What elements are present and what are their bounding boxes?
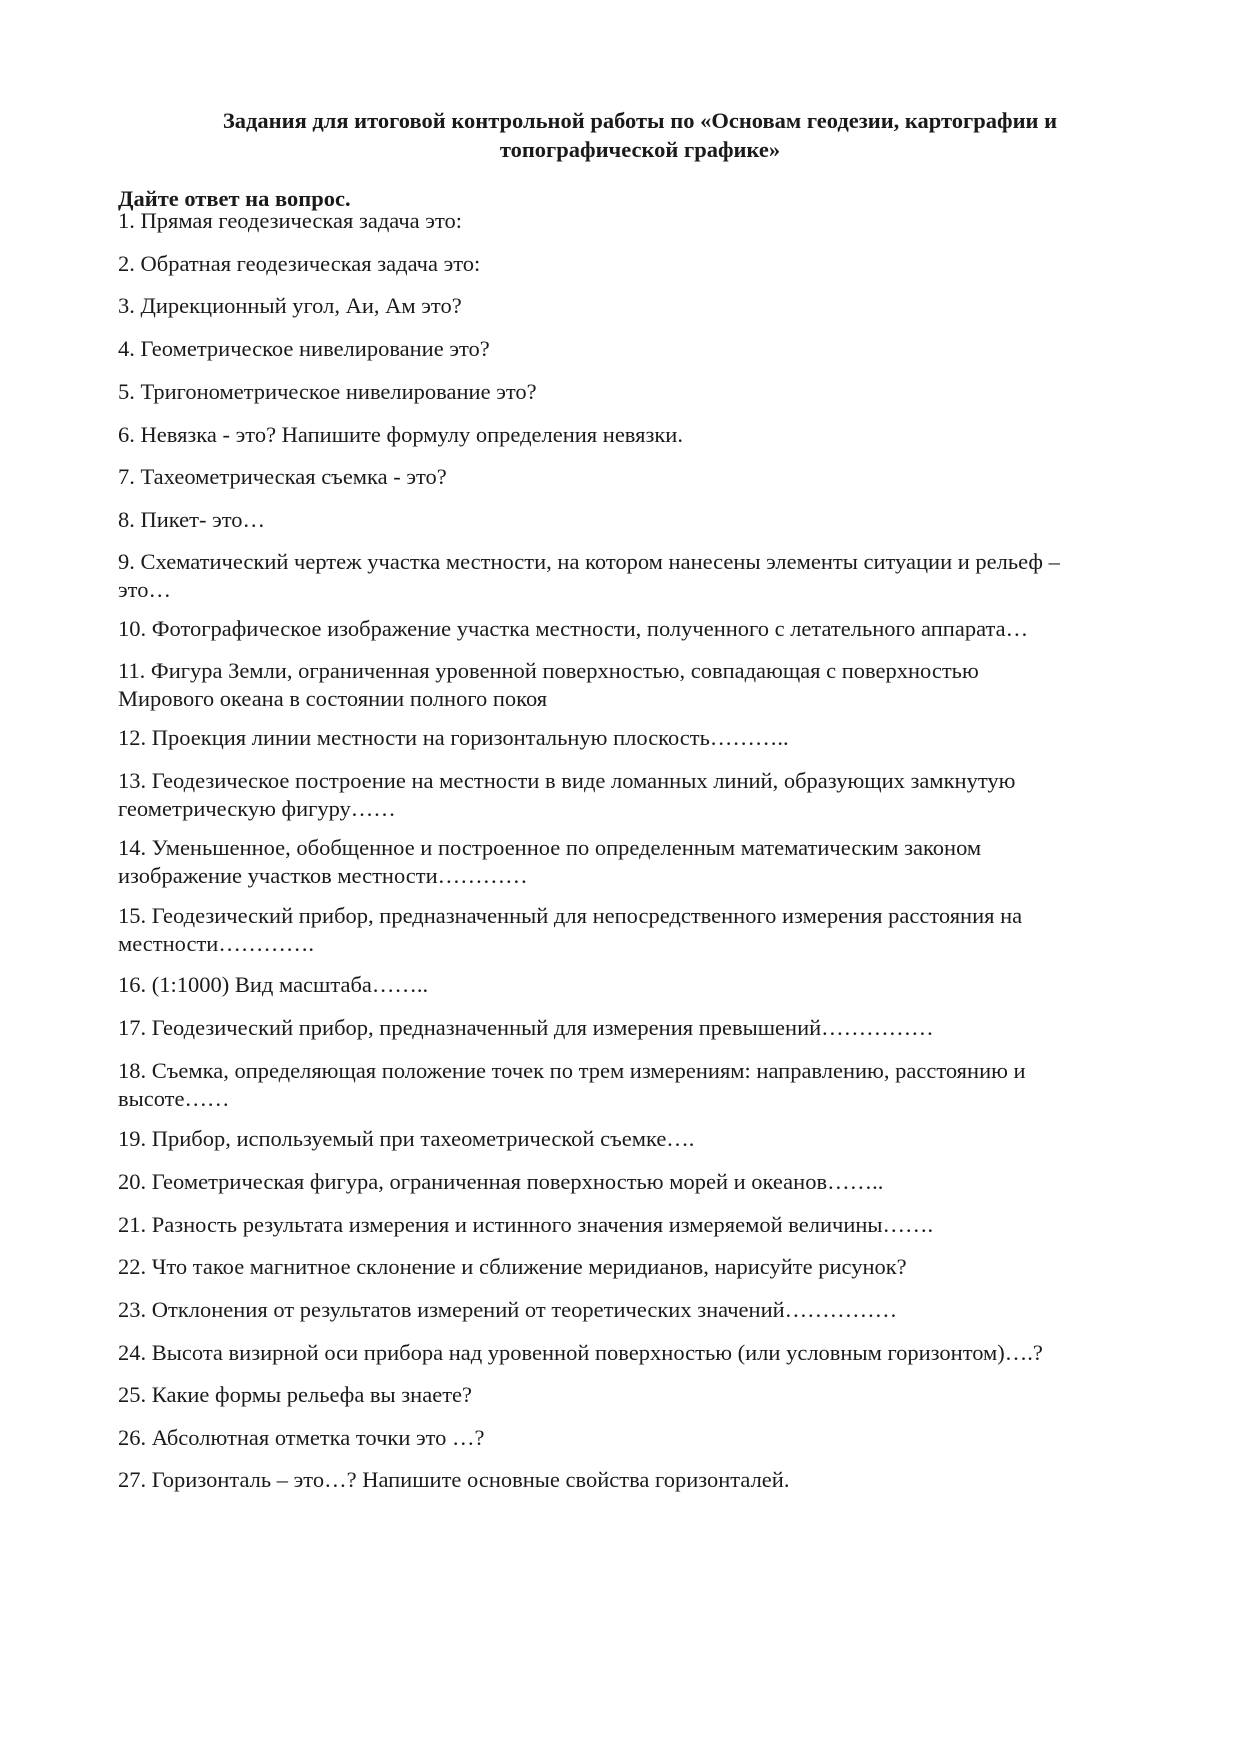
question-line: 16. (1:1000) Вид масштаба…….. <box>118 972 429 997</box>
question-line: 20. Геометрическая фигура, ограниченная поверхностью морей и океанов…….. <box>118 1169 884 1194</box>
question-line: 1. Прямая геодезическая задача это: <box>118 208 462 233</box>
question-item <box>118 1381 1178 1409</box>
question-item <box>118 548 1178 604</box>
question-line: 22. Что такое магнитное склонение и сближение меридианов, нарисуйте рисунок? <box>118 1254 907 1279</box>
question-line: 9. Схематический чертеж участка местности, на котором нанесены элементы ситуации и рельеф – <box>118 549 1060 574</box>
question-item <box>118 378 1178 406</box>
question-line: 5. Тригонометрическое нивелирование это? <box>118 379 537 404</box>
question-item <box>118 1014 1178 1042</box>
question-line: 15. Геодезический прибор, предназначенный для непосредственного измерения расстояния на <box>118 903 1023 928</box>
question-item <box>118 1253 1178 1281</box>
question-item <box>118 902 1178 958</box>
question-item <box>118 1125 1178 1153</box>
question-item <box>118 657 1178 713</box>
question-item <box>118 1168 1178 1196</box>
question-line: 25. Какие формы рельефа вы знаете? <box>118 1382 473 1407</box>
question-line: 2. Обратная геодезическая задача это: <box>118 251 481 276</box>
question-line: 8. Пикет- это… <box>118 507 266 532</box>
question-line: 24. Высота визирной оси прибора над уровенной поверхностью (или условным горизонтом)….? <box>118 1340 1043 1365</box>
question-line: 23. Отклонения от результатов измерений от теоретических значений…………… <box>118 1297 898 1322</box>
question-line: Мирового океана в состоянии полного покоя <box>118 686 548 711</box>
document-title <box>160 106 1120 164</box>
question-item <box>118 767 1178 823</box>
question-line: 6. Невязка - это? Напишите формулу определения невязки. <box>118 422 683 447</box>
question-line: изображение участков местности………… <box>118 863 528 888</box>
question-item <box>118 1339 1178 1367</box>
question-item <box>118 1211 1178 1239</box>
instruction-heading: Дайте ответ на вопрос. <box>118 186 351 211</box>
question-item <box>118 834 1178 890</box>
question-item <box>118 207 1178 235</box>
question-item <box>118 292 1178 320</box>
question-line: местности…………. <box>118 931 314 956</box>
question-item <box>118 335 1178 363</box>
question-line: 26. Абсолютная отметка точки это …? <box>118 1425 485 1450</box>
question-item <box>118 1296 1178 1324</box>
question-line: 4. Геометрическое нивелирование это? <box>118 336 490 361</box>
question-line: 10. Фотографическое изображение участка местности, полученного с летательного аппарата… <box>118 616 1029 641</box>
question-item <box>118 971 1178 999</box>
question-line: 18. Съемка, определяющая положение точек по трем измерениям: направлению, расстоянию и <box>118 1058 1026 1083</box>
question-line: 17. Геодезический прибор, предназначенный для измерения превышений…………… <box>118 1015 934 1040</box>
question-line: 19. Прибор, используемый при тахеометрической съемке…. <box>118 1126 695 1151</box>
question-line: 27. Горизонталь – это…? Напишите основные свойства горизонталей. <box>118 1467 790 1492</box>
question-item <box>118 1466 1178 1494</box>
question-item <box>118 506 1178 534</box>
question-line: геометрическую фигуру…… <box>118 796 396 821</box>
question-line: 14. Уменьшенное, обобщенное и построенное по определенным математическим законом <box>118 835 982 860</box>
question-line: 3. Дирекционный угол, Аи, Ам это? <box>118 293 462 318</box>
question-item <box>118 724 1178 752</box>
question-line: 13. Геодезическое построение на местности в виде ломанных линий, образующих замкнутую <box>118 768 1016 793</box>
question-item <box>118 463 1178 491</box>
question-item <box>118 421 1178 449</box>
question-item <box>118 615 1178 643</box>
question-item <box>118 250 1178 278</box>
title-line-1: Задания для итоговой контрольной работы по «Основам геодезии, картографии и <box>222 108 1058 133</box>
question-line: 11. Фигура Земли, ограниченная уровенной поверхностью, совпадающая с поверхностью <box>118 658 979 683</box>
question-item <box>118 1424 1178 1452</box>
question-line: 21. Разность результата измерения и истинного значения измеряемой величины……. <box>118 1212 934 1237</box>
question-line: 7. Тахеометрическая съемка - это? <box>118 464 447 489</box>
title-line-2: топографической графике» <box>499 137 781 162</box>
question-line: это… <box>118 577 171 602</box>
question-line: 12. Проекция линии местности на горизонтальную плоскость……….. <box>118 725 789 750</box>
question-item <box>118 1057 1178 1113</box>
question-line: высоте…… <box>118 1086 230 1111</box>
